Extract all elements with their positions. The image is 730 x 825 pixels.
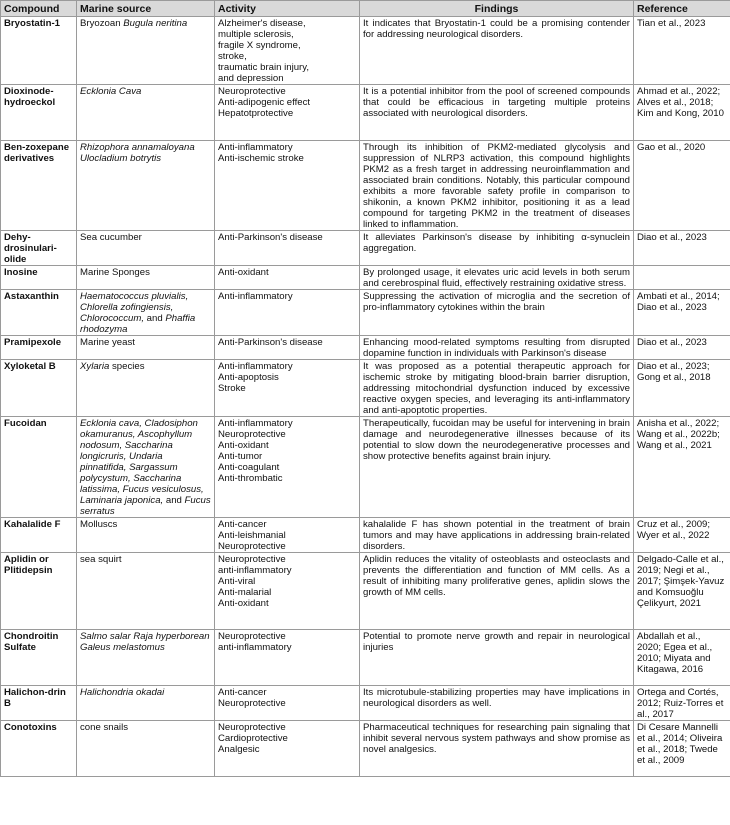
activity-item: Anti-Parkinson's disease <box>218 232 323 243</box>
activity-item: Alzheimer's disease, <box>218 18 306 29</box>
cell-reference: Gao et al., 2020 <box>634 141 730 231</box>
cell-compound: Dehy-drosinulari-olide <box>1 231 77 266</box>
cell-findings: Through its inhibition of PKM2-mediated glycolysis and suppression of NLRP3 activation, this compound highlights PKM2 as a fresh target in addressing neuroinflammation and associated brain conditions. Notably, this particular compound exhibits a more favorable safety profile in comparison to shikonin, a known PKM2 inhibitor, positioning it as a lead compound for targeting PKM2 in the treatment of diseases linked to inflammation. <box>360 141 634 231</box>
cell-marine-source <box>77 141 215 231</box>
cell-compound: Astaxanthin <box>1 290 77 336</box>
cell-activity <box>215 721 360 777</box>
cell-compound: Inosine <box>1 266 77 290</box>
table-row <box>1 630 730 686</box>
activity-item: Anti-tumor <box>218 451 263 462</box>
cell-activity <box>215 518 360 553</box>
header-activity: Activity <box>215 1 360 17</box>
activity-item: Anti-ischemic stroke <box>218 153 304 164</box>
cell-activity <box>215 17 360 85</box>
table-row <box>1 721 730 777</box>
cell-activity <box>215 231 360 266</box>
cell-compound: Chondroitin Sulfate <box>1 630 77 686</box>
cell-reference: Di Cesare Mannelli et al., 2014; Oliveira et al., 2018; Twede et al., 2009 <box>634 721 730 777</box>
activity-item: Cardioprotective <box>218 733 288 744</box>
cell-marine-source <box>77 417 215 518</box>
activity-item: Anti-adipogenic effect <box>218 97 311 108</box>
activity-item: Neuroprotective <box>218 554 286 565</box>
cell-marine-source <box>77 17 215 85</box>
cell-activity <box>215 266 360 290</box>
activity-item: Anti-cancer <box>218 687 267 698</box>
activity-item: Anti-inflammatory <box>218 142 293 153</box>
cell-marine-source <box>77 336 215 360</box>
cell-marine-source <box>77 360 215 417</box>
activity-item: and depression <box>218 73 284 84</box>
cell-findings: Enhancing mood-related symptoms resulting from disrupted dopamine function in individuals with Parkinson's disease <box>360 336 634 360</box>
cell-compound: Xyloketal B <box>1 360 77 417</box>
header-row <box>1 1 730 17</box>
table-row <box>1 553 730 630</box>
cell-reference <box>634 266 730 290</box>
cell-reference: Diao et al., 2023 <box>634 336 730 360</box>
cell-compound: Dioxinode-hydroeckol <box>1 85 77 141</box>
cell-reference: Anisha et al., 2022; Wang et al., 2022b; Wang et al., 2021 <box>634 417 730 518</box>
cell-marine-source <box>77 518 215 553</box>
header-findings: Findings <box>360 1 634 17</box>
activity-item: anti-inflammatory <box>218 565 292 576</box>
activity-item: Anti-inflammatory <box>218 361 293 372</box>
table-row <box>1 231 730 266</box>
cell-compound: Bryostatin-1 <box>1 17 77 85</box>
activity-item: Anti-inflammatory <box>218 291 293 302</box>
cell-findings: Aplidin reduces the vitality of osteoblasts and osteoclasts and prevents the differentiation and function of MM cells. As a result of inhibiting many proliferative genes, aplidin slows the growth of MM cells. <box>360 553 634 630</box>
cell-marine-source <box>77 630 215 686</box>
cell-compound: Ben-zoxepane derivatives <box>1 141 77 231</box>
activity-item: Neuroprotective <box>218 429 286 440</box>
cell-activity <box>215 630 360 686</box>
activity-item: Anti-cancer <box>218 519 267 530</box>
cell-findings: It was proposed as a potential therapeutic approach for ischemic stroke by mitigating blood-brain barrier disruption, addressing mitochondrial dysfunction induced by excessive reactive oxygen species, and leveraging its anti-inflammatory and anti-apoptotic properties. <box>360 360 634 417</box>
cell-findings: It alleviates Parkinson's disease by inhibiting α-synuclein aggregation. <box>360 231 634 266</box>
activity-item: Anti-viral <box>218 576 256 587</box>
cell-compound: Halichon-drin B <box>1 686 77 721</box>
activity-item: Neuroprotective <box>218 541 286 552</box>
table-row <box>1 686 730 721</box>
cell-compound: Aplidin or Plitidepsin <box>1 553 77 630</box>
source-text: Marine yeast <box>80 337 135 348</box>
cell-marine-source <box>77 686 215 721</box>
source-text: Xylaria <box>80 361 110 372</box>
source-text: species <box>109 361 145 372</box>
activity-item: Neuroprotective <box>218 698 286 709</box>
table-row <box>1 17 730 85</box>
source-text: Ecklonia Cava <box>80 86 142 97</box>
activity-item: fragile X syndrome, <box>218 40 301 51</box>
cell-activity <box>215 85 360 141</box>
cell-findings: Pharmaceutical techniques for researching pain signaling that inhibit several nervous system pathways and show promise as novel analgesics. <box>360 721 634 777</box>
cell-findings: kahalalide F has shown potential in the treatment of brain tumors and may have applications in addressing brain-related disorders. <box>360 518 634 553</box>
source-text: Salmo salar Raja hyperborean Galeus melastomus <box>80 631 210 653</box>
table-body <box>1 17 730 777</box>
activity-item: Stroke <box>218 383 246 394</box>
table-row <box>1 85 730 141</box>
cell-activity <box>215 336 360 360</box>
activity-item: Neuroprotective <box>218 86 286 97</box>
cell-compound: Pramipexole <box>1 336 77 360</box>
cell-findings: Suppressing the activation of microglia and the secretion of pro-inflammatory cytokines within the brain <box>360 290 634 336</box>
activity-item: Neuroprotective <box>218 631 286 642</box>
activity-item: multiple sclerosis, <box>218 29 294 40</box>
cell-activity <box>215 417 360 518</box>
activity-item: Anti-coagulant <box>218 462 280 473</box>
activity-item: Anti-apoptosis <box>218 372 279 383</box>
cell-activity <box>215 141 360 231</box>
source-text: Bryozoan <box>80 18 124 29</box>
table-row <box>1 360 730 417</box>
source-text: sea squirt <box>80 554 122 565</box>
cell-activity <box>215 553 360 630</box>
source-text: cone snails <box>80 722 128 733</box>
activity-item: Anti-leishmanial <box>218 530 286 541</box>
cell-findings: By prolonged usage, it elevates uric acid levels in both serum and cerebrospinal fluid, effectively restraining oxidative stress. <box>360 266 634 290</box>
table-row <box>1 336 730 360</box>
cell-marine-source <box>77 85 215 141</box>
activity-item: stroke, <box>218 51 247 62</box>
cell-activity <box>215 686 360 721</box>
cell-activity <box>215 360 360 417</box>
source-text: Ecklonia cava, Cladosiphon okamuranus, Ascophyllum nodosum, Saccharina longicruris, Undaria pinnatifida, Sargassum polycystum, Saccharina latissima, Fucus vesiculosus, Laminaria japonica, <box>80 418 204 506</box>
source-text: and <box>163 495 185 506</box>
cell-reference: Abdallah et al., 2020; Egea et al., 2010; Miyata and Kitagawa, 2016 <box>634 630 730 686</box>
activity-item: anti-inflammatory <box>218 642 292 653</box>
source-text: Bugula neritina <box>123 18 188 29</box>
cell-reference: Diao et al., 2023 <box>634 231 730 266</box>
cell-findings: It is a potential inhibitor from the pool of screened compounds that could be efficacious in targeting multiple proteins associated with neurological disorders. <box>360 85 634 141</box>
cell-findings: It indicates that Bryostatin-1 could be a promising contender for addressing neurological disorders. <box>360 17 634 85</box>
activity-item: Anti-thrombatic <box>218 473 283 484</box>
cell-compound: Conotoxins <box>1 721 77 777</box>
activity-item: Analgesic <box>218 744 260 755</box>
activity-item: Anti-oxidant <box>218 440 269 451</box>
source-text: Fucus serratus <box>80 495 211 517</box>
source-text: Halichondria okadai <box>80 687 165 698</box>
table-row <box>1 417 730 518</box>
table-row <box>1 141 730 231</box>
cell-reference: Diao et al., 2023; Gong et al., 2018 <box>634 360 730 417</box>
table-row <box>1 266 730 290</box>
source-text: Haematococcus pluvialis, Chlorella zofingiensis, Chlorococcum, <box>80 291 189 324</box>
activity-item: Anti-oxidant <box>218 267 269 278</box>
header-marine-source: Marine source <box>77 1 215 17</box>
activity-item: Anti-malarial <box>218 587 272 598</box>
activity-item: Anti-inflammatory <box>218 418 293 429</box>
cell-findings: Potential to promote nerve growth and repair in neurological injuries <box>360 630 634 686</box>
cell-reference: Ambati et al., 2014; Diao et al., 2023 <box>634 290 730 336</box>
source-text: Marine Sponges <box>80 267 150 278</box>
table-row <box>1 518 730 553</box>
source-text: Rhizophora annamaloyana Ulocladium botrytis <box>80 142 195 164</box>
cell-marine-source <box>77 231 215 266</box>
cell-reference: Cruz et al., 2009; Wyer et al., 2022 <box>634 518 730 553</box>
activity-item: Neuroprotective <box>218 722 286 733</box>
cell-marine-source <box>77 266 215 290</box>
cell-reference: Tian et al., 2023 <box>634 17 730 85</box>
source-text: Phaffia rhodozyma <box>80 313 196 335</box>
cell-compound: Fucoidan <box>1 417 77 518</box>
activity-item: Anti-oxidant <box>218 598 269 609</box>
header-reference: Reference <box>634 1 730 17</box>
cell-reference: Ortega and Cortés, 2012; Ruiz-Torres et al., 2017 <box>634 686 730 721</box>
cell-compound: Kahalalide F <box>1 518 77 553</box>
cell-reference: Ahmad et al., 2022; Alves et al., 2018; Kim and Kong, 2010 <box>634 85 730 141</box>
header-compound: Compound <box>1 1 77 17</box>
table-row <box>1 290 730 336</box>
source-text: Sea cucumber <box>80 232 142 243</box>
activity-item: Anti-Parkinson's disease <box>218 337 323 348</box>
cell-reference: Delgado-Calle et al., 2019; Negi et al., 2017; Şimşek-Yavuz and Komsuoğlu Çelikyurt, 2021 <box>634 553 730 630</box>
activity-item: traumatic brain injury, <box>218 62 309 73</box>
cell-marine-source <box>77 290 215 336</box>
cell-marine-source <box>77 553 215 630</box>
cell-findings: Its microtubule-stabilizing properties may have implications in neurological disorders as well. <box>360 686 634 721</box>
source-text: and <box>143 313 166 324</box>
activity-item: Hepatotprotective <box>218 108 294 119</box>
source-text: Molluscs <box>80 519 118 530</box>
cell-marine-source <box>77 721 215 777</box>
cell-activity <box>215 290 360 336</box>
cell-findings: Therapeutically, fucoidan may be useful for intervening in brain damage and neurodegenerative illnesses because of its potential to slow down the neurodegenerative processes and show protective benefits against brain injury. <box>360 417 634 518</box>
